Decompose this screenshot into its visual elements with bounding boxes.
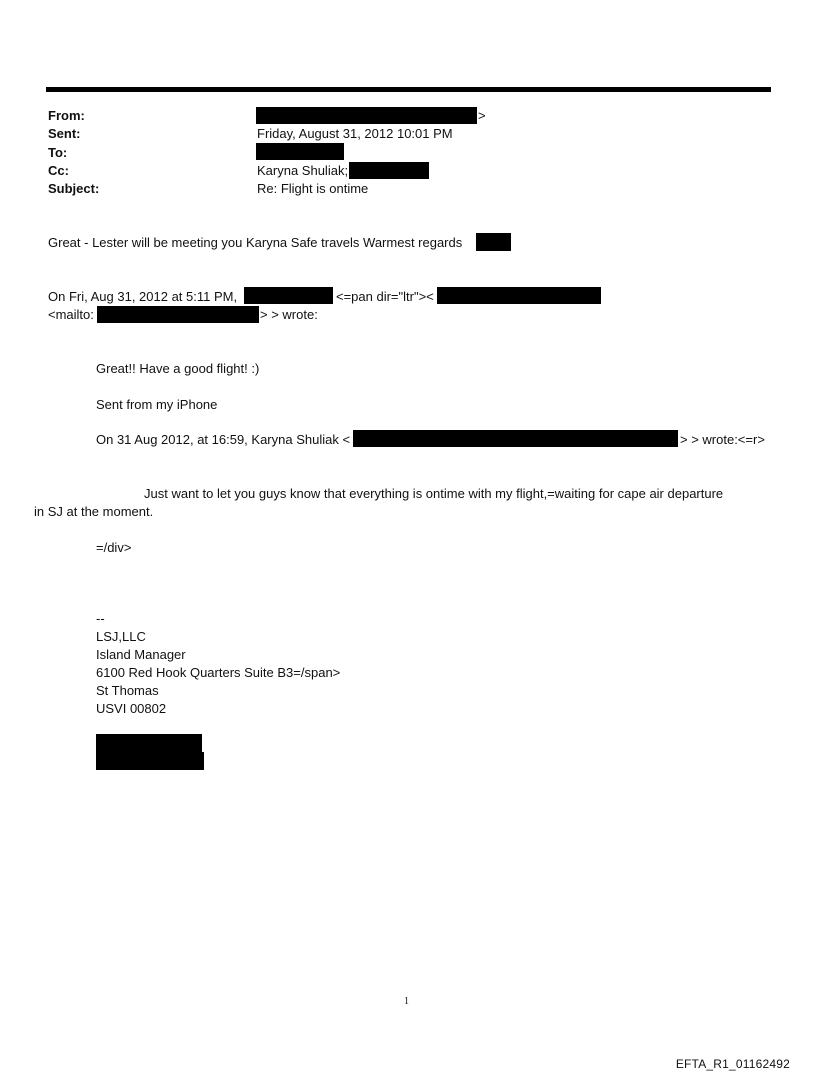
- reply-line3-a: On 31 Aug 2012, at 16:59, Karyna Shuliak <: [96, 432, 351, 447]
- cc-label: Cc:: [48, 163, 69, 178]
- quote-intro-b: <=pan dir="ltr"><: [336, 289, 434, 304]
- quote-intro-d: > > wrote:: [260, 307, 318, 322]
- signature-city: St Thomas: [96, 683, 159, 698]
- quote-email-redaction: [437, 287, 601, 304]
- cc-redaction: [349, 162, 429, 179]
- reply-line1: Great!! Have a good flight! :): [96, 361, 260, 376]
- subject-value: Re: Flight is ontime: [257, 181, 369, 196]
- cc-value: Karyna Shuliak;: [257, 163, 349, 178]
- signature-redaction-1: [96, 734, 202, 752]
- signature-zip: USVI 00802: [96, 701, 167, 716]
- div-close: =/div>: [96, 540, 132, 555]
- to-label: To:: [48, 145, 68, 160]
- signature-address: 6100 Red Hook Quarters Suite B3=/span>: [96, 665, 341, 680]
- signature-title: Island Manager: [96, 647, 186, 662]
- page-number: 1: [404, 996, 409, 1007]
- body-line1: Great - Lester will be meeting you Karyna Safe travels Warmest regards: [48, 235, 463, 250]
- signature-redaction-2: [96, 752, 204, 770]
- from-label: From:: [48, 108, 85, 123]
- quote-intro-c: <mailto:: [48, 307, 94, 322]
- signature-dashes: --: [96, 611, 105, 626]
- sent-label: Sent:: [48, 126, 81, 141]
- reply-line2: Sent from my iPhone: [96, 397, 218, 412]
- from-suffix: >: [478, 108, 486, 123]
- subject-label: Subject:: [48, 181, 100, 196]
- document-id: EFTA_R1_01162492: [675, 1057, 790, 1071]
- message-line2: in SJ at the moment.: [34, 504, 154, 519]
- message-line1: Just want to let you guys know that everything is ontime with my flight,=waiting for cape air departure: [144, 486, 724, 501]
- quote-name-redaction: [244, 287, 333, 304]
- signature-company: LSJ,LLC: [96, 629, 146, 644]
- quote-intro-a: On Fri, Aug 31, 2012 at 5:11 PM,: [48, 289, 238, 304]
- from-redaction: [256, 107, 477, 124]
- to-redaction: [256, 143, 344, 160]
- signoff-redaction: [476, 233, 511, 251]
- reply-line3-b: > > wrote:<=r>: [680, 432, 765, 447]
- mailto-redaction: [97, 306, 259, 323]
- karyna-email-redaction: [353, 430, 678, 447]
- header-rule: [46, 87, 771, 92]
- sent-value: Friday, August 31, 2012 10:01 PM: [257, 126, 453, 141]
